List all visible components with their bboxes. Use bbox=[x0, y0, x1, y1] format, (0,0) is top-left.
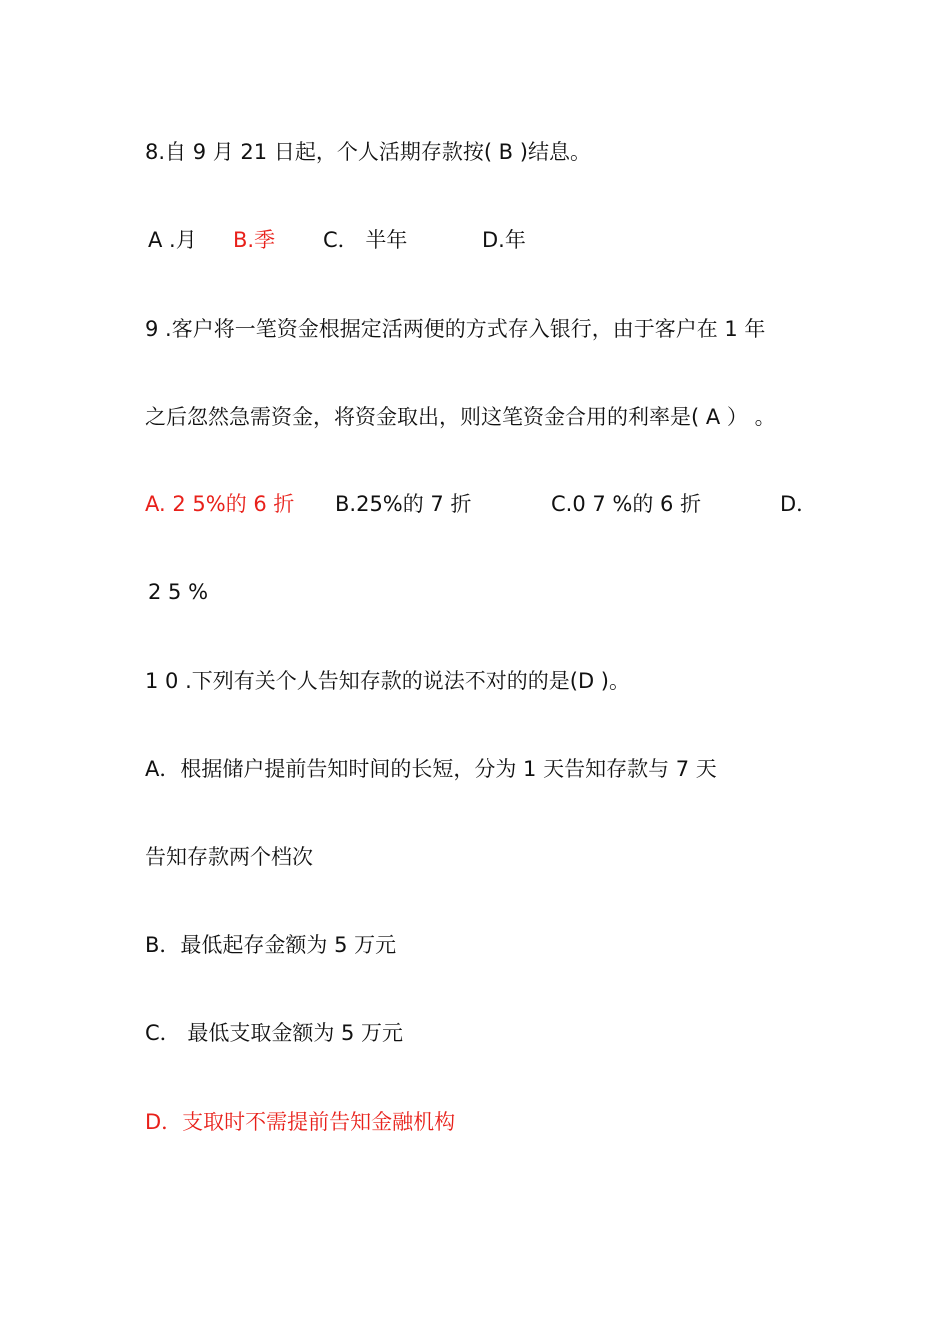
q8-options bbox=[145, 226, 845, 254]
q10-option-a-line1: A．根据储户提前告知时间的长短，分为 1 天告知存款与 7 天 bbox=[145, 757, 717, 781]
q9-option-b: B.25%的 7 折 bbox=[335, 492, 472, 516]
q8-option-a: A .月 bbox=[148, 228, 197, 252]
q8-option-c: C． 半年 bbox=[323, 228, 408, 252]
q9-options bbox=[145, 490, 835, 518]
q10-option-c: C． 最低支取金额为 5 万元 bbox=[145, 1021, 404, 1045]
q8-option-b: B.季 bbox=[233, 228, 276, 252]
q8-stem: 8.自 9 月 21 日起，个人活期存款按( B )结息。 bbox=[145, 140, 591, 164]
q9-option-d-value: 2 5 % bbox=[148, 580, 209, 604]
q10-option-a-line2: 告知存款两个档次 bbox=[145, 845, 313, 869]
q9-option-c: C.0 7 %的 6 折 bbox=[551, 492, 702, 516]
q9-stem-line1: 9 .客户将一笔资金根据定活两便的方式存入银行，由于客户在 1 年 bbox=[145, 317, 766, 341]
q10-option-b: B．最低起存金额为 5 万元 bbox=[145, 933, 397, 957]
q9-option-a: A. 2 5%的 6 折 bbox=[145, 492, 295, 516]
q10-option-d: D．支取时不需提前告知金融机构 bbox=[145, 1110, 456, 1134]
q8-option-d: D.年 bbox=[482, 228, 526, 252]
q9-stem-line2: 之后忽然急需资金，将资金取出，则这笔资金合用的利率是( A ） 。 bbox=[145, 405, 776, 429]
q9-option-d-label: D． bbox=[780, 492, 818, 516]
q10-stem: 1 0 .下列有关个人告知存款的说法不对的的是(D )。 bbox=[145, 669, 630, 693]
